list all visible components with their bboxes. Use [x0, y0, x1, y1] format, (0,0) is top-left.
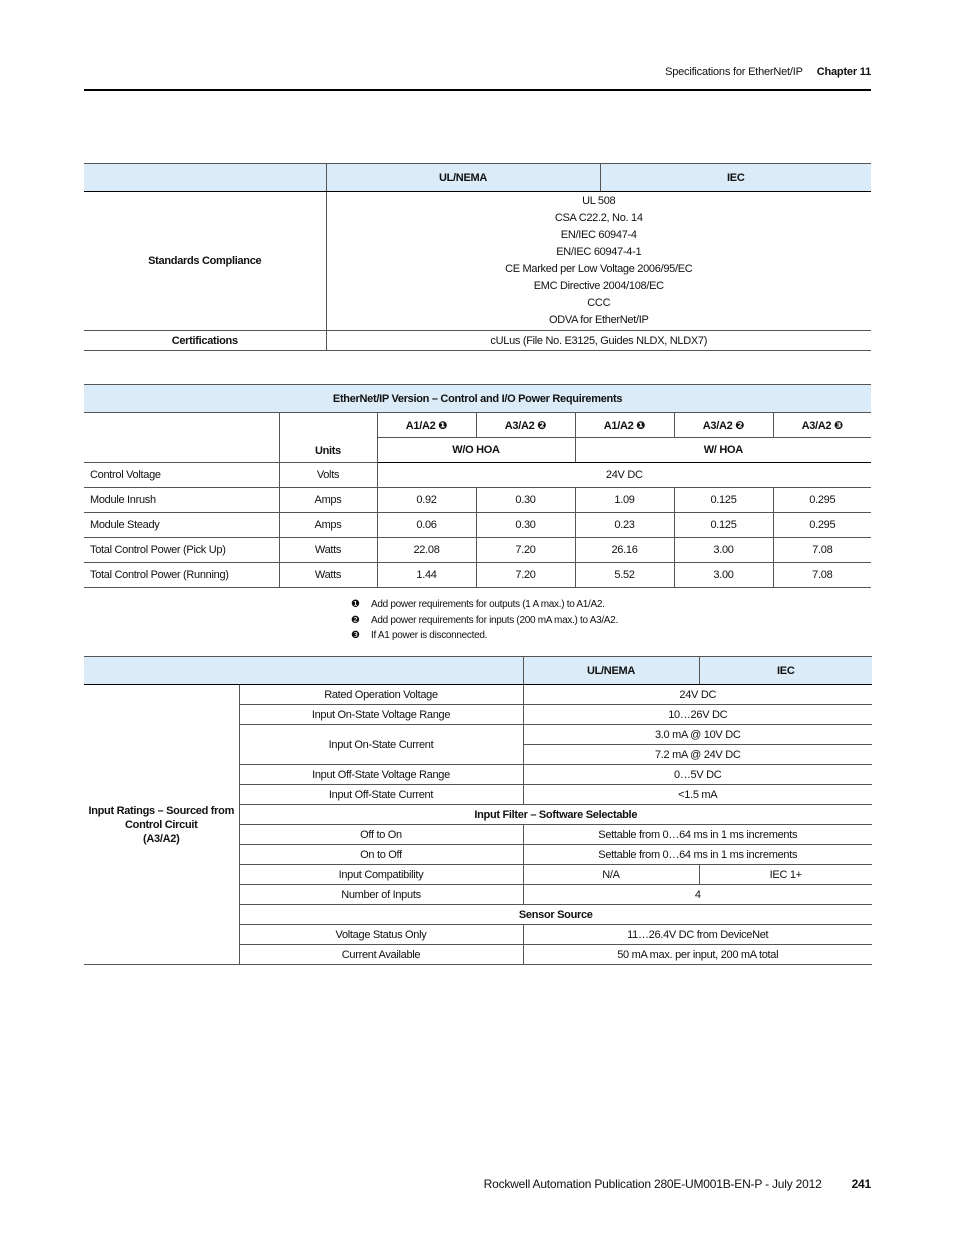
row-label: Input On-State Current	[239, 725, 523, 765]
row-value: 0.125	[674, 488, 773, 513]
footnote	[351, 597, 618, 613]
row-label: Input On-State Voltage Range	[239, 705, 523, 725]
input-filter-header: Input Filter – Software Selectable	[239, 805, 872, 825]
row-value: 26.16	[575, 538, 674, 563]
row-value: 5.52	[575, 563, 674, 588]
row-value: 0.23	[575, 513, 674, 538]
row-value: 0.125	[674, 513, 773, 538]
units-header: Units	[279, 413, 377, 463]
compliance-header-row	[84, 164, 871, 192]
footer-publication: Rockwell Automation Publication 280E-UM001B-EN-P - July 2012	[483, 1177, 822, 1191]
row-units: Watts	[279, 563, 377, 588]
footnote-marker: ❸	[351, 630, 360, 641]
input-ratings-table	[84, 656, 872, 965]
row-value: Settable from 0…64 ms in 1 ms increments	[523, 845, 872, 865]
input-header-row	[84, 657, 872, 685]
power-requirements-table	[84, 384, 871, 588]
row-value: 0.30	[476, 513, 575, 538]
table-row	[84, 463, 871, 488]
row-label: Total Control Power (Running)	[84, 563, 279, 588]
standard-item: EMC Directive 2004/108/EC	[533, 280, 664, 292]
running-header	[665, 66, 871, 78]
row-label: Input Off-State Current	[239, 785, 523, 805]
row-value: 7.2 mA @ 24V DC	[523, 745, 872, 765]
row-value: 0.92	[377, 488, 476, 513]
row-value: 7.08	[773, 538, 871, 563]
standard-item: EN/IEC 60947-4-1	[556, 246, 642, 258]
row-value: 11…26.4V DC from DeviceNet	[523, 925, 872, 945]
row-value: 0.295	[773, 488, 871, 513]
standards-label: Standards Compliance	[84, 192, 326, 331]
subheader-a1a2-hoa: A1/A2 ❶	[575, 413, 674, 438]
header-section: Specifications for EtherNet/IP	[665, 66, 803, 78]
row-label: Rated Operation Voltage	[239, 685, 523, 705]
row-value: 7.20	[476, 563, 575, 588]
compliance-table	[84, 163, 871, 351]
power-subheader-row	[84, 413, 871, 438]
row-value: 0…5V DC	[523, 765, 872, 785]
row-units: Amps	[279, 488, 377, 513]
subheader-a1a2: A1/A2 ❶	[377, 413, 476, 438]
table-row	[84, 488, 871, 513]
footnote-text: If A1 power is disconnected.	[371, 630, 488, 641]
table-row	[84, 513, 871, 538]
row-label: Input Off-State Voltage Range	[239, 765, 523, 785]
row-value: 0.06	[377, 513, 476, 538]
row-label: On to Off	[239, 845, 523, 865]
row-label: Input Compatibility	[239, 865, 523, 885]
standards-list	[326, 192, 871, 331]
side-label-line: (A3/A2)	[143, 832, 180, 845]
row-value: 1.09	[575, 488, 674, 513]
certifications-row	[84, 331, 871, 351]
footnote-marker: ❷	[351, 614, 360, 626]
footnote	[351, 628, 618, 644]
row-units: Amps	[279, 513, 377, 538]
row-units: Watts	[279, 538, 377, 563]
table-row	[84, 538, 871, 563]
certifications-value: cULus (File No. E3125, Guides NLDX, NLDX7)	[326, 331, 871, 351]
table-row	[84, 563, 871, 588]
header-chapter: Chapter 11	[816, 66, 871, 78]
compliance-header-ul: UL/NEMA	[326, 164, 600, 192]
row-label: Module Inrush	[84, 488, 279, 513]
row-label: Off to On	[239, 825, 523, 845]
row-label: Voltage Status Only	[239, 925, 523, 945]
footnote-text: Add power requirements for inputs (200 mA max.) to A3/A2.	[371, 614, 618, 626]
subheader-a3a2: A3/A2 ❷	[476, 413, 575, 438]
header-rule	[84, 89, 871, 91]
row-value: 3.00	[674, 563, 773, 588]
power-table-footnotes	[351, 597, 618, 644]
row-value: 3.0 mA @ 10V DC	[523, 725, 872, 745]
row-label: Total Control Power (Pick Up)	[84, 538, 279, 563]
certifications-label: Certifications	[84, 331, 326, 351]
row-value: <1.5 mA	[523, 785, 872, 805]
input-header-ul: UL/NEMA	[523, 657, 699, 685]
side-label-line: Control Circuit	[125, 818, 198, 831]
footnote-text: Add power requirements for outputs (1 A max.) to A1/A2.	[371, 599, 605, 610]
row-value: 0.30	[476, 488, 575, 513]
row-span-value: 24V DC	[377, 463, 871, 488]
input-ratings-side-label	[84, 685, 239, 965]
standard-item: CE Marked per Low Voltage 2006/95/EC	[505, 263, 693, 275]
subheader-a3a2-hoa: A3/A2 ❷	[674, 413, 773, 438]
row-value: Settable from 0…64 ms in 1 ms increments	[523, 825, 872, 845]
row-value: 22.08	[377, 538, 476, 563]
power-title-row	[84, 385, 871, 413]
page-number: 241	[851, 1177, 871, 1191]
row-label: Module Steady	[84, 513, 279, 538]
standards-row	[84, 192, 871, 331]
row-value: 3.00	[674, 538, 773, 563]
row-value: 0.295	[773, 513, 871, 538]
input-header-blank	[84, 657, 523, 685]
footnote	[351, 613, 618, 629]
power-header-blank	[84, 413, 279, 463]
row-label: Number of Inputs	[239, 885, 523, 905]
row-value: 24V DC	[523, 685, 872, 705]
page-footer	[484, 1177, 871, 1191]
group-header-with-hoa: W/ HOA	[575, 438, 871, 463]
side-label-line: Input Ratings – Sourced from	[88, 804, 235, 817]
row-units: Volts	[279, 463, 377, 488]
standard-item: ODVA for EtherNet/IP	[548, 314, 649, 326]
row-value: 1.44	[377, 563, 476, 588]
compliance-header-iec: IEC	[600, 164, 871, 192]
row-label: Control Voltage	[84, 463, 279, 488]
row-value: 50 mA max. per input, 200 mA total	[523, 945, 872, 965]
row-value-iec: IEC 1+	[699, 865, 872, 885]
row-value: 10…26V DC	[523, 705, 872, 725]
standard-item: UL 508	[582, 195, 616, 207]
row-value-ul: N/A	[523, 865, 699, 885]
standard-item: CSA C22.2, No. 14	[554, 212, 643, 224]
table-row	[84, 685, 872, 705]
row-value: 7.08	[773, 563, 871, 588]
group-header-without-hoa: W/O HOA	[377, 438, 575, 463]
compliance-header-blank	[84, 164, 326, 192]
footnote-marker: ❶	[351, 599, 360, 610]
sensor-source-header: Sensor Source	[239, 905, 872, 925]
standard-item: EN/IEC 60947-4	[560, 229, 637, 241]
power-table-title: EtherNet/IP Version – Control and I/O Power Requirements	[84, 385, 871, 413]
standard-item: CCC	[587, 297, 611, 309]
row-label: Current Available	[239, 945, 523, 965]
row-value: 4	[523, 885, 872, 905]
row-value: 7.20	[476, 538, 575, 563]
subheader-a3a2-hoa-off: A3/A2 ❸	[773, 413, 871, 438]
input-header-iec: IEC	[699, 657, 872, 685]
